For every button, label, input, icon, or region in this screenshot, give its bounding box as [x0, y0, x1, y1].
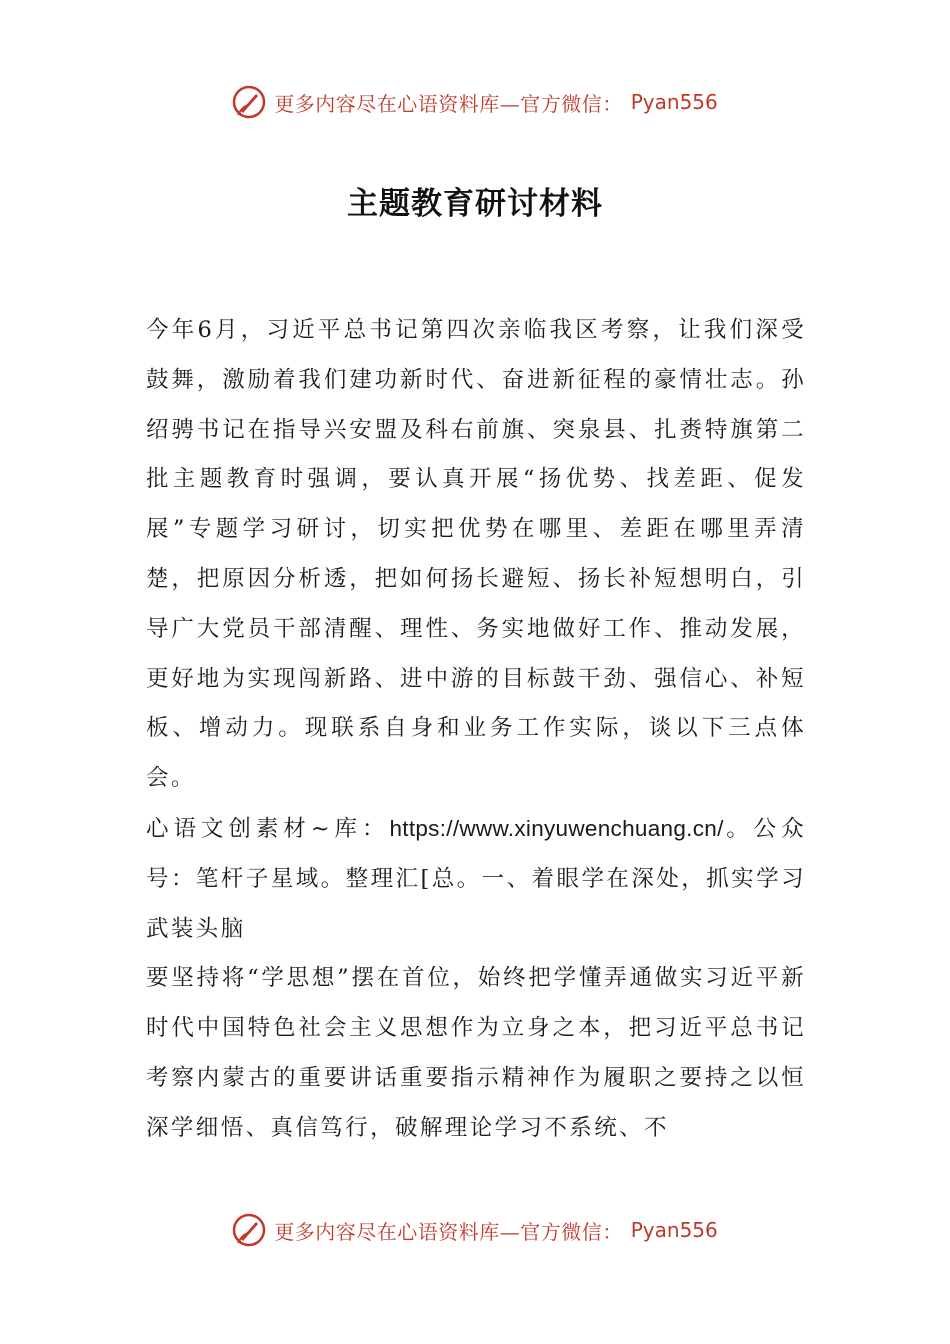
document-title: 主题教育研讨材料	[347, 186, 603, 222]
footer-banner-text: 更多内容尽在心语资料库—官方微信：	[274, 1219, 623, 1244]
source-prefix: 心语文创素材~库：	[146, 815, 390, 842]
paragraph-source	[146, 804, 806, 954]
quill-logo-icon	[232, 85, 266, 119]
document-body	[146, 306, 806, 1154]
paragraph-study: 要坚持将“学思想”摆在首位，始终把学懂弄通做实习近平新时代中国特色社会主义思想作为立身之本，把习近平总书记考察内蒙古的重要讲话重要指示精神作为履职之要持之以恒深学细悟、真信笃行，破解理论学习不系统、不	[146, 965, 806, 1141]
header-banner-wechat: Pyan556	[630, 90, 718, 114]
source-suffix: 。公众号：笔杆子星域。整理汇[总。一、着眼学在深处，抓实学习武装头脑	[146, 815, 807, 942]
source-url-link[interactable]: https://www.xinyuwenchuang.cn/	[389, 815, 724, 841]
footer-banner-wechat: Pyan556	[630, 1218, 718, 1242]
header-banner	[0, 82, 950, 122]
footer-banner	[0, 1210, 950, 1250]
header-banner-text: 更多内容尽在心语资料库—官方微信：	[274, 91, 623, 116]
paragraph-intro: 今年6月，习近平总书记第四次亲临我区考察，让我们深受鼓舞，激励着我们建功新时代、奋进新征程的豪情壮志。孙绍骋书记在指导兴安盟及科右前旗、突泉县、扎赉特旗第二批主题教育时强调，要认真开展“扬优势、找差距、促发展”专题学习研讨，切实把优势在哪里、差距在哪里弄清楚，把原因分析透，把如何扬长避短、扬长补短想明白，引导广大党员干部清醒、理性、务实地做好工作、推动发展，更好地为实现闯新路、进中游的目标鼓干劲、强信心、补短板、增动力。现联系自身和业务工作实际，谈以下三点体会。	[146, 317, 806, 792]
quill-logo-icon	[232, 1213, 266, 1247]
